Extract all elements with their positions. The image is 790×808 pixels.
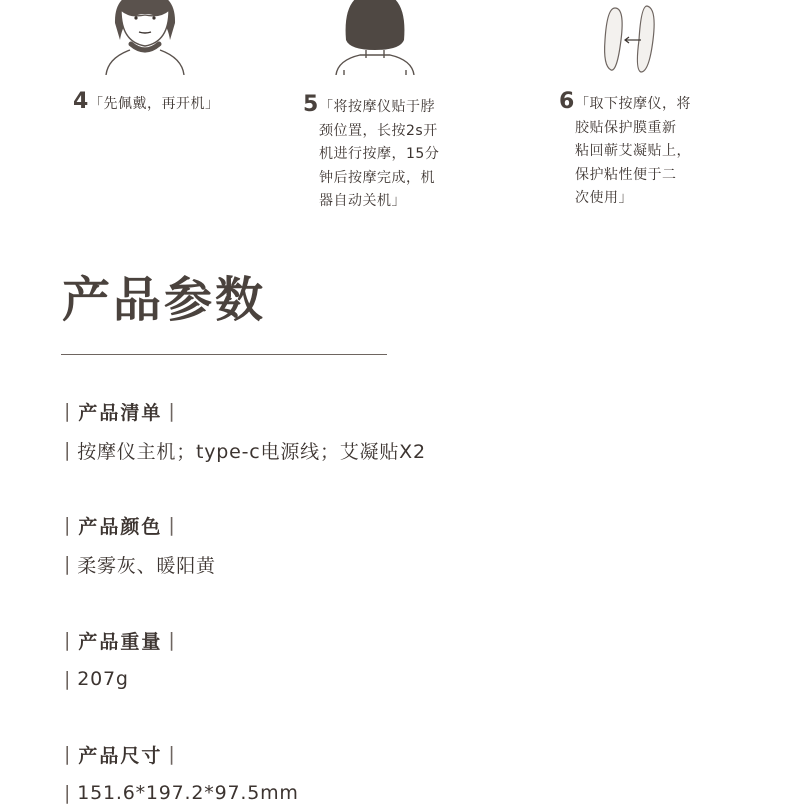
param-weight: | 产品重量 | | 207g bbox=[64, 625, 177, 694]
title-underline bbox=[61, 354, 387, 355]
param-value: 按摩仪主机；type-c电源线；艾凝贴X2 bbox=[77, 440, 426, 463]
neck-placement-illustration bbox=[330, 0, 420, 75]
param-label: 产品清单 bbox=[78, 401, 163, 424]
param-value: 柔雾灰、暖阳黄 bbox=[77, 554, 216, 577]
param-label: 产品重量 bbox=[78, 630, 163, 653]
step-number: 5 bbox=[303, 92, 319, 117]
gel-patch-illustration bbox=[595, 0, 665, 78]
param-contents: | 产品清单 | | 按摩仪主机；type-c电源线；艾凝贴X2 bbox=[64, 396, 426, 465]
param-color: | 产品颜色 | | 柔雾灰、暖阳黄 bbox=[64, 510, 216, 579]
step-number: 6 bbox=[559, 89, 575, 114]
wearing-massager-illustration bbox=[100, 0, 190, 75]
section-title: 产品参数 bbox=[62, 272, 267, 328]
step-description: 「先佩戴，再开机」 bbox=[89, 96, 220, 112]
param-value: 151.6*197.2*97.5mm bbox=[77, 782, 299, 804]
step-number: 4 bbox=[73, 89, 89, 114]
param-label: 产品颜色 bbox=[78, 515, 163, 538]
param-label: 产品尺寸 bbox=[78, 744, 163, 767]
step-description: 「取下按摩仪，将 胶贴保护膜重新 粘回蕲艾凝贴上， 保护粘性便于二 次使用」 bbox=[575, 96, 691, 206]
step-description: 「将按摩仪贴于脖 颈位置，长按2s开 机进行按摩，15分 钟后按摩完成，机 器自动关机」 bbox=[319, 99, 440, 209]
param-size: | 产品尺寸 | | 151.6*197.2*97.5mm bbox=[64, 739, 299, 808]
param-value: 207g bbox=[77, 668, 129, 690]
